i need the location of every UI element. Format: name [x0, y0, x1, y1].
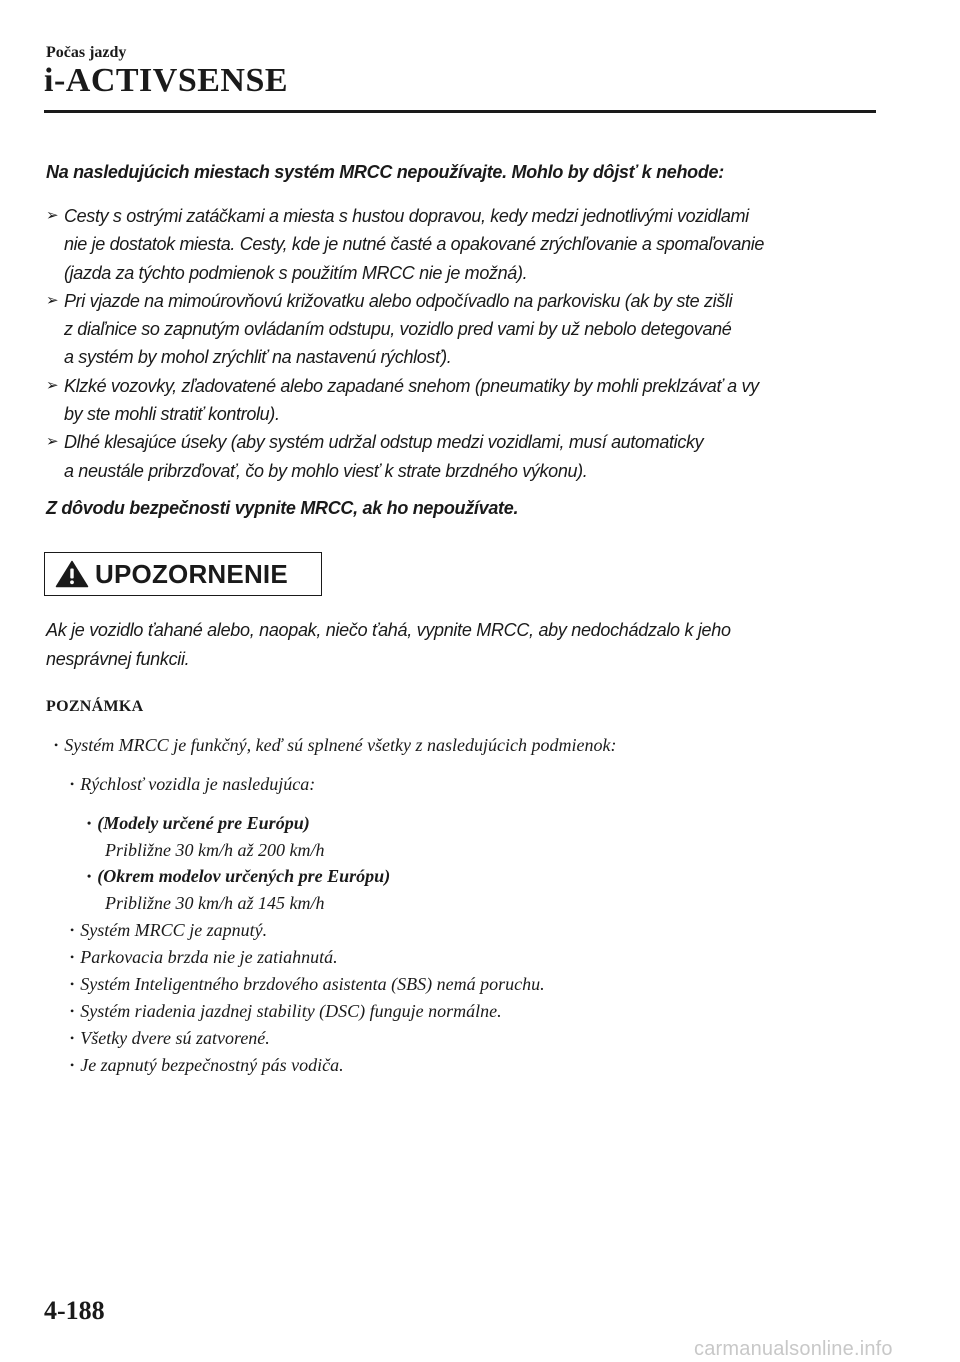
note-subsubitem: • (Modely určené pre Európu)	[87, 813, 310, 833]
caution-text	[46, 616, 886, 674]
warning-item-line: z diaľnice so zapnutým ovládaním odstupu, vozidlo pred vami by už nebolo detegované	[64, 319, 732, 340]
arrow-icon: ➢	[46, 376, 59, 394]
arrow-icon: ➢	[46, 433, 59, 451]
warning-item-line: by ste mohli stratiť kontrolu).	[64, 404, 280, 425]
note-value: Približne 30 km/h až 200 km/h	[105, 840, 325, 860]
bullet-icon: •	[70, 923, 75, 937]
note-value: Približne 30 km/h až 145 km/h	[105, 893, 325, 913]
warning-list	[46, 202, 886, 485]
note-subitem: • Systém riadenia jazdnej stability (DSC) funguje normálne.	[70, 1001, 502, 1021]
caution-label: UPOZORNENIE	[95, 558, 288, 589]
note-subitem: • Je zapnutý bezpečnostný pás vodiča.	[70, 1055, 344, 1075]
bullet-icon: •	[87, 816, 92, 830]
bullet-icon: •	[70, 1004, 75, 1018]
arrow-icon: ➢	[46, 207, 59, 224]
bullet-icon: •	[87, 869, 92, 883]
warning-item-line: Cesty s ostrými zatáčkami a miesta s hustou dopravou, kedy medzi jednotlivými vozidlami	[64, 206, 749, 226]
section-label: Počas jazdy	[46, 44, 127, 61]
note-subsubitem: • (Okrem modelov určených pre Európu)	[87, 866, 391, 886]
warning-heading: Na nasledujúcich miestach systém MRCC nepoužívajte. Mohlo by dôjsť k nehode:	[46, 162, 724, 182]
bullet-icon: •	[54, 738, 59, 752]
arrow-icon: ➢	[46, 291, 59, 309]
warning-item	[46, 372, 886, 429]
warning-item	[46, 428, 886, 485]
bullet-icon: •	[70, 950, 75, 964]
caution-text-line: nesprávnej funkcii.	[46, 649, 190, 669]
warning-item-line: Pri vjazde na mimoúrovňovú križovatku alebo odpočívadlo na parkovisku (ak by ste zišli	[64, 290, 733, 311]
note-subitem: • Rýchlosť vozidla je nasledujúca:	[70, 774, 316, 794]
bullet-icon: •	[70, 977, 75, 991]
warning-item	[46, 202, 886, 287]
note-subitem: • Systém Inteligentného brzdového asistenta (SBS) nemá poruchu.	[70, 974, 545, 994]
watermark: carmanualsonline.info	[694, 1338, 893, 1360]
warning-item-line: a neustále pribrzďovať, čo by mohlo viesť k strate brzdného výkonu).	[64, 460, 588, 481]
note-heading: POZNÁMKA	[46, 698, 144, 715]
chapter-title: i-ACTIVSENSE	[44, 62, 289, 99]
note-item: • Systém MRCC je funkčný, keď sú splnené všetky z nasledujúcich podmienok:	[54, 735, 617, 755]
warning-item-line: a systém by mohol zrýchliť na nastavenú rýchlosť).	[64, 347, 452, 368]
warning-item-line: Dlhé klesajúce úseky (aby systém udržal odstup medzi vozidlami, musí automaticky	[64, 432, 704, 453]
bullet-icon: •	[70, 1058, 75, 1072]
page-number: 4-188	[44, 1296, 105, 1325]
warning-item	[46, 287, 886, 372]
header-divider	[44, 110, 876, 113]
bullet-icon: •	[70, 777, 75, 791]
note-subitem: • Všetky dvere sú zatvorené.	[70, 1028, 270, 1048]
note-subitem: • Systém MRCC je zapnutý.	[70, 920, 268, 940]
warning-item-line: Klzké vozovky, zľadovatené alebo zapadané snehom (pneumatiky by mohli preklzávať a vy	[64, 375, 759, 396]
safety-note: Z dôvodu bezpečnosti vypnite MRCC, ak ho nepoužívate.	[46, 498, 519, 518]
warning-item-line: (jazda za týchto podmienok s použitím MRCC nie je možná).	[64, 262, 528, 283]
note-subitem: • Parkovacia brzda nie je zatiahnutá.	[70, 947, 338, 967]
caution-text-line: Ak je vozidlo ťahané alebo, naopak, niečo ťahá, vypnite MRCC, aby nedochádzalo k jeho	[46, 620, 731, 640]
warning-triangle-icon	[55, 560, 89, 588]
bullet-icon: •	[70, 1031, 75, 1045]
caution-box	[44, 552, 322, 596]
warning-item-line: nie je dostatok miesta. Cesty, kde je nutné časté a opakované zrýchľovanie a spomaľovanie	[64, 234, 765, 255]
